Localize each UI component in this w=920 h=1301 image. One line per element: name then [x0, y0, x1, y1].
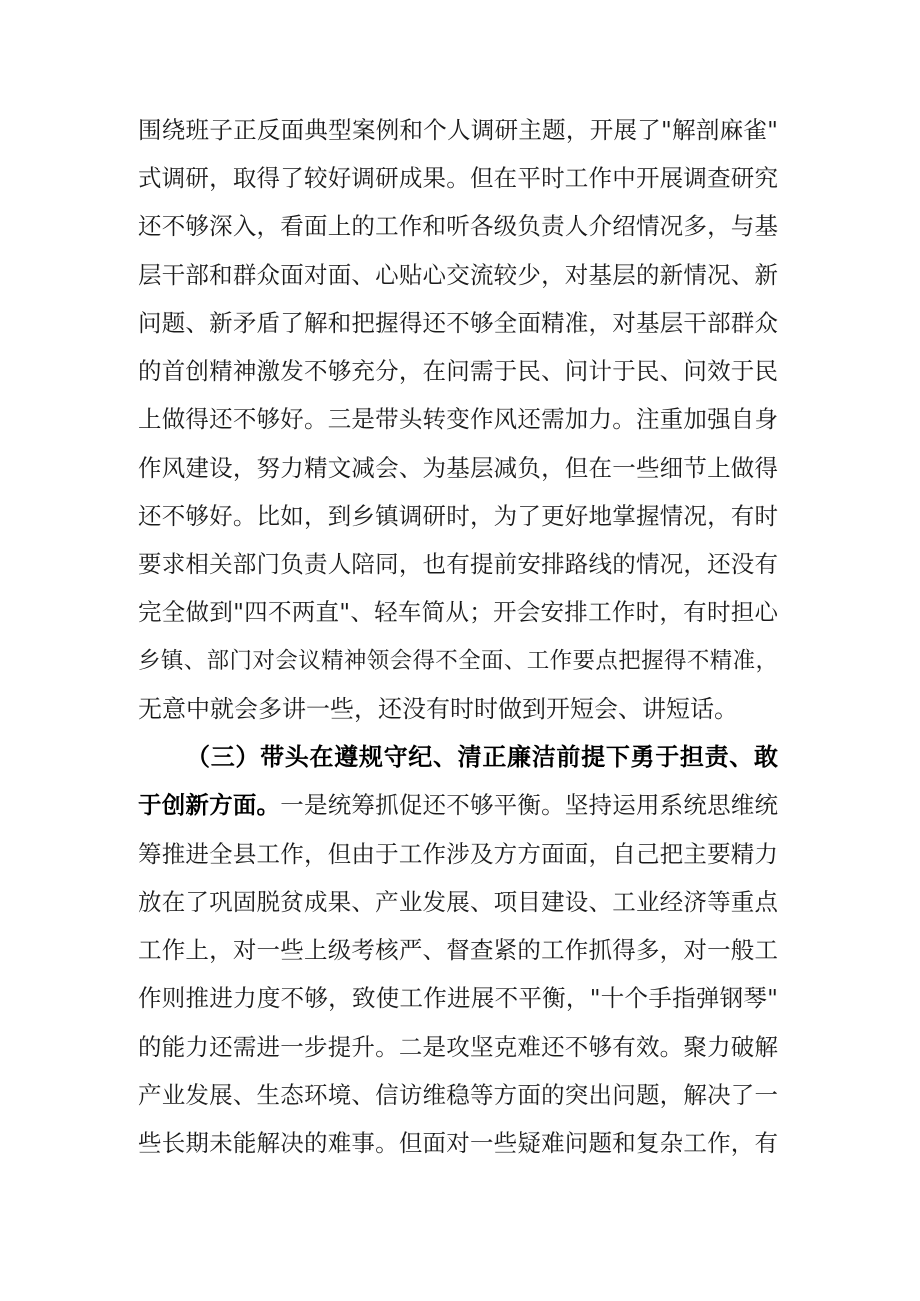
paragraph-line: 工作上，对一些上级考核严、督查紧的工作抓得多，对一般工 — [138, 936, 778, 964]
paragraph-line: 还不够好。比如，到乡镇调研时，为了更好地掌握情况，有时 — [138, 502, 778, 530]
section-heading-continuation — [138, 785, 778, 825]
paragraph-line: 的首创精神激发不够充分，在问需于民、问计于民、问效于民 — [138, 357, 778, 385]
paragraph-text: 一是统筹抓促还不够平衡。坚持运用系统思维统 — [280, 791, 779, 819]
paragraph-line: 的能力还需进一步提升。二是攻坚克难还不够有效。聚力破解 — [138, 1033, 778, 1061]
paragraph-line: 作则推进力度不够，致使工作进展不平衡，"十个手指弹钢琴" — [138, 984, 778, 1012]
paragraph-line: 放在了巩固脱贫成果、产业发展、项目建设、工业经济等重点 — [138, 888, 778, 916]
paragraph-line: 些长期未能解决的难事。但面对一些疑难问题和复杂工作，有 — [138, 1129, 778, 1157]
paragraph-line: 完全做到"四不两直"、轻车简从；开会安排工作时，有时担心 — [138, 598, 778, 626]
paragraph-line: 式调研，取得了较好调研成果。但在平时工作中开展调查研究 — [138, 164, 778, 192]
paragraph-line: 筹推进全县工作，但由于工作涉及方方面面，自己把主要精力 — [138, 840, 778, 868]
paragraph-line: 围绕班子正反面典型案例和个人调研主题，开展了"解剖麻雀" — [138, 116, 778, 144]
section-heading: （三）带头在遵规守纪、清正廉洁前提下勇于担责、敢 — [186, 742, 778, 771]
paragraph-line: 还不够深入，看面上的工作和听各级负责人介绍情况多，与基 — [138, 212, 778, 240]
section-heading-end: 于创新方面。 — [138, 791, 281, 819]
paragraph-line: 层干部和群众面对面、心贴心交流较少，对基层的新情况、新 — [138, 261, 778, 289]
paragraph-line: 上做得还不够好。三是带头转变作风还需加力。注重加强自身 — [138, 405, 778, 433]
paragraph-line: 产业发展、生态环境、信访维稳等方面的突出问题，解决了一 — [138, 1081, 778, 1109]
paragraph-last-line: 无意中就会多讲一些，还没有时时做到开短会、讲短话。 — [138, 695, 738, 723]
paragraph-line: 作风建设，努力精文减会、为基层减负，但在一些细节上做得 — [138, 454, 778, 482]
paragraph-line: 要求相关部门负责人陪同，也有提前安排路线的情况，还没有 — [138, 550, 778, 578]
paragraph-line: 问题、新矛盾了解和把握得还不够全面精准，对基层干部群众 — [138, 309, 778, 337]
paragraph-line: 乡镇、部门对会议精神领会得不全面、工作要点把握得不精准， — [138, 648, 778, 674]
